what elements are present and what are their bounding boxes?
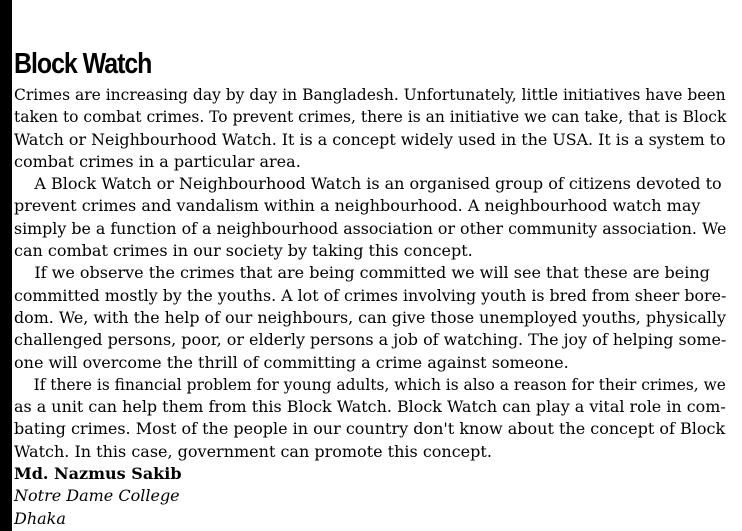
body-line: challenged persons, poor, or elderly persons a job of watching. The joy of helping some-: [14, 330, 727, 350]
body-line: as a unit can help them from this Block Watch. Block Watch can play a vital role in com-: [14, 397, 726, 417]
body-line: A Block Watch or Neighbourhood Watch is an organised group of citizens devoted to: [14, 174, 722, 194]
body-line: one will overcome the thrill of committing a crime against someone.: [14, 352, 569, 372]
body-line: If we observe the crimes that are being committed we will see that these are being: [14, 263, 710, 283]
body-line: bating crimes. Most of the people in our country don't know about the concept of Block: [14, 419, 726, 439]
left-margin-bar: [0, 0, 12, 531]
author-name: Md. Nazmus Sakib: [14, 464, 182, 484]
body-line: combat crimes in a particular area.: [14, 151, 301, 171]
body-line: prevent crimes and vandalism within a neighbourhood. A neighbourhood watch may: [14, 196, 701, 216]
body-line: If there is financial problem for young adults, which is also a reason for their crimes, we: [14, 374, 726, 394]
author-institution: Notre Dame College: [14, 486, 180, 506]
body-line: Watch or Neighbourhood Watch. It is a concept widely used in the USA. It is a system to: [14, 129, 726, 149]
article-title: Block Watch: [14, 48, 152, 80]
body-line: simply be a function of a neighbourhood association or other community association. We: [14, 218, 727, 238]
body-line: dom. We, with the help of our neighbours, can give those unemployed youths, physically: [14, 307, 726, 327]
author-city: Dhaka: [14, 508, 66, 528]
body-line: can combat crimes in our society by taking this concept.: [14, 241, 473, 261]
body-line: Watch. In this case, government can promote this concept.: [14, 441, 492, 461]
article-body: [14, 84, 726, 530]
body-line: committed mostly by the youths. A lot of crimes involving youth is bred from sheer bore-: [14, 285, 727, 305]
body-line: taken to combat crimes. To prevent crimes, there is an initiative we can take, that is Block: [14, 107, 727, 127]
body-line: Crimes are increasing day by day in Bangladesh. Unfortunately, little initiatives have been: [14, 85, 726, 104]
article: [14, 44, 726, 530]
